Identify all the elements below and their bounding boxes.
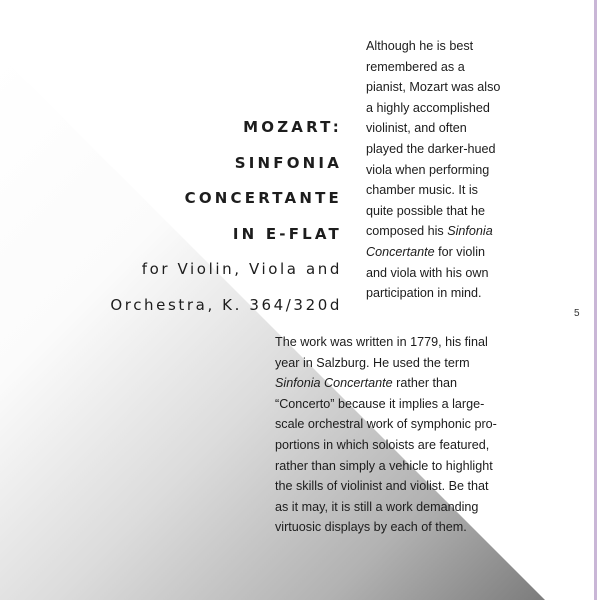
italic-title: Sinfonia	[447, 224, 493, 239]
text-line: a highly accomplished	[366, 100, 490, 115]
text-line: The work was written in 1779, his final	[275, 335, 488, 349]
subtitle-line: for Violin, Viola and	[141, 260, 342, 278]
text-line: the skills of violinist and violist. Be that	[275, 479, 489, 494]
text-line: quite possible that he	[366, 203, 486, 218]
text-run: rather than	[392, 376, 458, 391]
text-line: “Concerto” because it implies a large-	[275, 396, 485, 411]
text-line: violinist, and often	[366, 121, 467, 136]
intro-paragraph	[366, 36, 541, 304]
text-line	[275, 373, 520, 394]
text-line: Although he is best	[366, 39, 474, 53]
text-run: composed his	[366, 224, 448, 239]
title-line: SINFONIA	[234, 153, 342, 172]
text-line: played the darker-hued	[366, 141, 496, 156]
text-line: portions in which soloists are featured,	[275, 437, 490, 452]
text-line	[366, 242, 541, 263]
text-line: remembered as a	[366, 59, 465, 74]
text-line: virtuosic displays by each of them.	[275, 520, 467, 535]
text-line: rather than simply a vehicle to highlight	[275, 458, 493, 473]
text-line: chamber music. It is	[366, 183, 478, 198]
text-line: as it may, it is still a work demanding	[275, 499, 479, 514]
text-run: for violin	[434, 244, 486, 259]
text-line	[366, 221, 541, 242]
title-line: MOZART:	[243, 118, 342, 136]
italic-title: Concertante	[366, 244, 435, 259]
page-number: 5	[574, 308, 580, 319]
text-line: pianist, Mozart was also	[366, 80, 501, 95]
text-line: year in Salzburg. He used the term	[275, 355, 470, 370]
title-line: CONCERTANTE	[184, 189, 342, 207]
text-line: participation in mind.	[366, 286, 482, 301]
text-line: viola when performing	[366, 162, 490, 177]
italic-title: Sinfonia Concertante	[275, 376, 393, 391]
work-title	[110, 110, 342, 323]
title-line: IN E-FLAT	[232, 224, 342, 243]
text-line: scale orchestral work of symphonic pro-	[275, 417, 497, 432]
subtitle-line: Orchestra, K. 364/320d	[110, 295, 342, 314]
body-paragraph	[275, 332, 520, 538]
text-line: and viola with his own	[366, 265, 489, 280]
